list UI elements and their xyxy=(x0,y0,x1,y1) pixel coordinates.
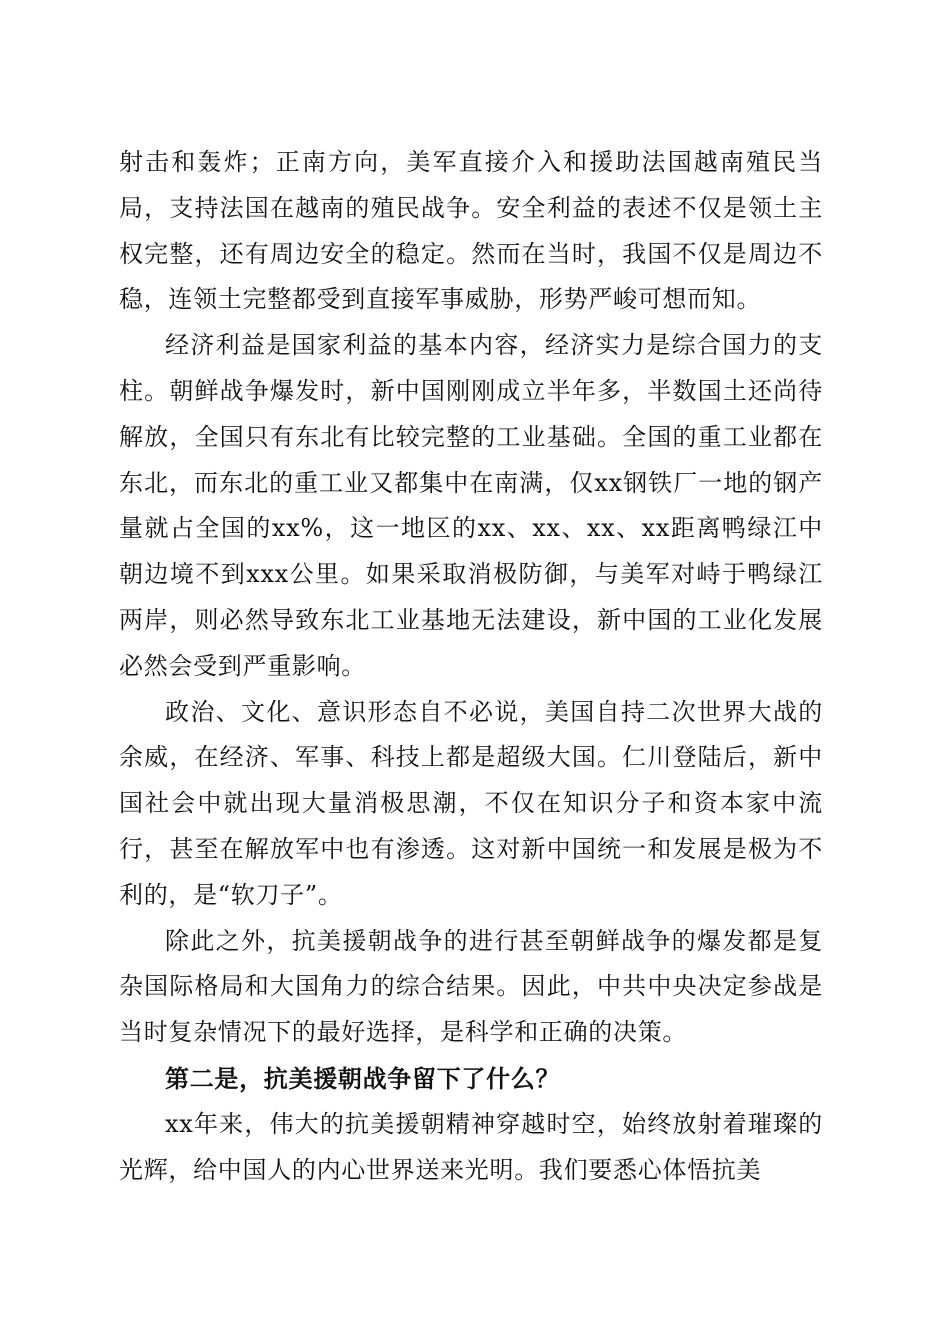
paragraph-political-cultural: 政治、文化、意识形态自不必说，美国自持二次世界大战的余威，在经济、军事、科技上都是超级大国。仁川登陆后，新中国社会中就出现大量消极思潮，不仅在知识分子和资本家中流行，甚至在解放军中也有渗透。这对新中国统一和发展是极为不利的，是“软刀子”。 xyxy=(119,697,823,909)
paragraph-economic-interest: 经济利益是国家利益的基本内容，经济实力是综合国力的支柱。朝鲜战争爆发时，新中国刚刚成立半年多，半数国土还尚待解放，全国只有东北有比较完整的工业基础。全国的重工业都在东北，而东北的重工业又都集中在南满，仅xx钢铁厂一地的钢产量就占全国的xx%，这一地区的xx、xx、xx、xx距离鸭绿江中朝边境不到xxx公里。如果采取消极防御，与美军对峙于鸭绿江两岸，则必然导致东北工业基地无法建设，新中国的工业化发展必然会受到严重影响。 xyxy=(119,331,823,680)
document-body xyxy=(119,140,823,1193)
paragraph-international-context: 除此之外，抗美援朝战争的进行甚至朝鲜战争的爆发都是复杂国际格局和大国角力的综合结果。因此，中共中央决定参战是当时复杂情况下的最好选择，是科学和正确的决策。 xyxy=(119,926,823,1047)
paragraph-security-interest: 射击和轰炸；正南方向，美军直接介入和援助法国越南殖民当局，支持法国在越南的殖民战争。安全利益的表述不仅是领土主权完整，还有周边安全的稳定。然而在当时，我国不仅是周边不稳，连领土完整都受到直接军事威胁，形势严峻可想而知。 xyxy=(119,148,823,314)
paragraph-spirit-legacy: xx年来，伟大的抗美援朝精神穿越时空，始终放射着璀璨的光辉，给中国人的内心世界送来光明。我们要悉心体悟抗美 xyxy=(119,1109,823,1184)
section-heading: 第二是，抗美援朝战争留下了什么？ xyxy=(165,1063,561,1093)
